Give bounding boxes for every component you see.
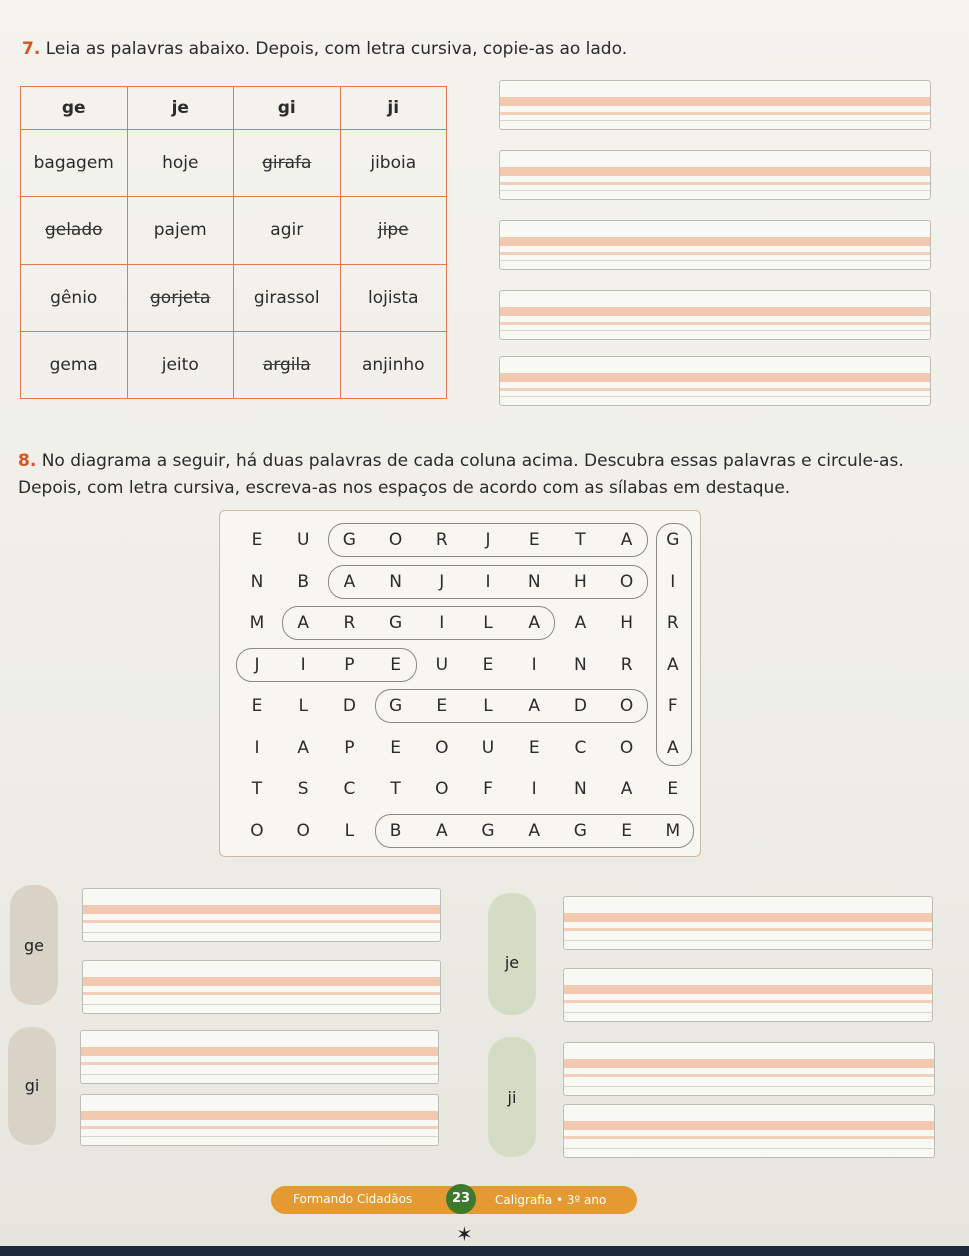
table-header-row (21, 87, 447, 130)
grid-letter[interactable]: L (483, 613, 493, 633)
writing-box-ji-1[interactable] (563, 1042, 935, 1096)
grid-letter[interactable]: O (435, 779, 449, 799)
grid-letter[interactable]: E (251, 696, 263, 716)
grid-letter[interactable]: R (666, 613, 679, 633)
grid-letter[interactable]: R (620, 654, 633, 675)
grid-letter[interactable]: R (435, 530, 448, 550)
bottom-edge (0, 1246, 969, 1256)
table-row (21, 264, 447, 331)
grid-letter[interactable]: P (344, 737, 355, 758)
grid-letter[interactable]: I (531, 654, 537, 675)
table-cell: gema (21, 331, 128, 398)
word-circle (282, 606, 555, 640)
grid-letter[interactable]: N (389, 571, 402, 592)
grid-letter[interactable]: H (620, 613, 633, 633)
grid-letter[interactable]: U (481, 737, 495, 758)
table-cell: girafa (234, 130, 341, 197)
grid-letter[interactable]: N (574, 654, 587, 675)
grid-letter[interactable]: T (575, 530, 586, 550)
grid-letter[interactable]: I (531, 779, 537, 799)
table-header: je (127, 87, 234, 130)
grid-letter[interactable]: O (250, 820, 264, 841)
grid-letter[interactable]: C (343, 779, 356, 799)
grid-letter[interactable]: E (667, 779, 679, 799)
syllable-table (20, 86, 447, 399)
question-8-line1 (18, 448, 904, 474)
grid-letter[interactable]: N (574, 779, 587, 799)
tab-ji (488, 1037, 536, 1157)
grid-letter[interactable]: F (483, 779, 493, 799)
grid-letter[interactable]: H (573, 571, 587, 592)
table-cell: gelado (21, 197, 128, 264)
writing-box-ji-2[interactable] (563, 1104, 935, 1158)
tab-ge-label: ge (24, 936, 44, 955)
grid-letter[interactable]: L (298, 696, 308, 716)
grid-letter[interactable]: E (436, 696, 448, 716)
table-cell: gênio (21, 264, 128, 331)
table-header: ji (340, 87, 447, 130)
grid-letter[interactable]: O (296, 820, 310, 841)
grid-letter[interactable]: E (621, 820, 632, 841)
writing-box[interactable] (499, 356, 931, 406)
writing-box[interactable] (499, 290, 931, 340)
writing-box-ge-2[interactable] (82, 960, 441, 1014)
table-cell: gorjeta (127, 264, 234, 331)
table-cell: girassol (234, 264, 341, 331)
grid-letter[interactable]: A (435, 820, 448, 841)
grid-letter[interactable]: G (389, 696, 403, 716)
table-cell: jipe (340, 197, 447, 264)
tab-ge (10, 885, 58, 1005)
grid-letter[interactable]: A (528, 696, 540, 716)
grid-letter[interactable]: B (389, 820, 402, 841)
footer-right: Caligrafia • 3º ano (495, 1193, 607, 1207)
table-cell: jiboia (340, 130, 447, 197)
grid-letter[interactable]: J (485, 530, 491, 550)
grid-letter[interactable]: A (666, 737, 679, 758)
grid-letter[interactable]: I (670, 571, 676, 592)
question-8-line2: Depois, com letra cursiva, escreva-as nos espaços de acordo com as sílabas em destaque. (18, 478, 791, 498)
table-cell: argila (234, 331, 341, 398)
grid-letter[interactable]: O (388, 530, 403, 550)
grid-letter[interactable]: F (667, 696, 678, 716)
tab-gi-label: gi (24, 1076, 40, 1095)
grid-letter[interactable]: T (251, 779, 263, 799)
table-cell: jeito (127, 331, 234, 398)
table-header: ge (21, 87, 128, 130)
writing-box-ge-1[interactable] (82, 888, 441, 942)
grid-letter[interactable]: G (481, 820, 495, 841)
question-7-number: 7. (22, 39, 41, 59)
question-8-text: No diagrama a seguir, há duas palavras de cada coluna acima. Descubra essas palavras e circule-as. (41, 451, 904, 471)
page-number-badge: 23 (446, 1184, 476, 1214)
grid-letter[interactable]: M (249, 613, 265, 633)
word-circle (236, 648, 417, 682)
grid-letter[interactable]: E (390, 654, 401, 675)
grid-letter[interactable]: G (389, 613, 403, 633)
table-cell: lojista (340, 264, 447, 331)
footer-left: Formando Cidadãos (293, 1192, 413, 1206)
grid-letter[interactable]: L (483, 696, 493, 716)
grid-letter[interactable]: A (574, 613, 587, 633)
tab-je (488, 893, 536, 1015)
grid-letter[interactable]: A (620, 779, 633, 799)
grid-letter[interactable]: L (344, 820, 355, 841)
grid-letter[interactable]: I (300, 654, 306, 675)
tab-je-label: je (504, 953, 520, 972)
table-row (21, 331, 447, 398)
grid-letter[interactable]: G (573, 820, 587, 841)
word-circle (375, 689, 648, 723)
question-8-number: 8. (18, 451, 37, 471)
writing-box-je-2[interactable] (563, 968, 933, 1022)
writing-box[interactable] (499, 80, 931, 130)
grid-letter[interactable]: O (619, 571, 634, 592)
grid-letter[interactable]: I (439, 613, 445, 633)
grid-letter[interactable]: R (343, 613, 356, 633)
table-cell: hoje (127, 130, 234, 197)
grid-letter[interactable]: A (343, 571, 356, 592)
grid-letter[interactable]: I (485, 571, 491, 592)
grid-letter[interactable]: A (528, 613, 540, 633)
grid-letter[interactable]: E (251, 530, 263, 550)
grid-letter[interactable]: D (573, 696, 587, 716)
table-cell: agir (234, 197, 341, 264)
table-cell: pajem (127, 197, 234, 264)
grid-letter[interactable]: E (528, 737, 540, 758)
grid-letter[interactable]: B (297, 571, 310, 592)
table-cell: anjinho (340, 331, 447, 398)
table-cell: bagagem (21, 130, 128, 197)
word-circle (375, 814, 694, 848)
table-row (21, 197, 447, 264)
grid-letter[interactable]: J (254, 654, 260, 675)
word-circle (328, 565, 647, 599)
grid-letter[interactable]: O (619, 737, 634, 758)
grid-letter[interactable]: A (620, 530, 633, 550)
grid-letter[interactable]: C (574, 737, 587, 758)
grid-letter[interactable]: A (528, 820, 540, 841)
grid-letter[interactable]: J (439, 571, 445, 592)
question-7 (22, 36, 627, 62)
grid-letter[interactable]: G (342, 530, 356, 550)
word-circle (656, 523, 692, 766)
grid-letter[interactable]: I (254, 737, 260, 758)
grid-letter[interactable]: E (390, 737, 401, 758)
writing-box[interactable] (499, 150, 931, 200)
grid-letter[interactable]: O (619, 696, 634, 716)
table-row (21, 130, 447, 197)
tab-gi (8, 1027, 56, 1145)
question-7-text: Leia as palavras abaixo. Depois, com letra cursiva, copie-as ao lado. (45, 39, 628, 59)
grid-letter[interactable]: P (344, 654, 355, 675)
grid-letter[interactable]: U (435, 654, 449, 675)
grid-letter[interactable]: E (528, 530, 540, 550)
grid-letter[interactable]: A (297, 737, 309, 758)
grid-letter[interactable]: N (527, 571, 541, 592)
grid-letter[interactable]: T (390, 779, 401, 799)
grid-letter[interactable]: G (666, 530, 680, 550)
grid-letter[interactable]: S (297, 779, 309, 799)
writing-box-gi-2[interactable] (80, 1094, 439, 1146)
word-search-grid (219, 510, 701, 857)
grid-letter[interactable]: D (342, 696, 356, 716)
grid-letter[interactable]: M (665, 820, 681, 841)
word-circle (328, 523, 647, 557)
tab-ji-label: ji (507, 1088, 517, 1107)
grid-letter[interactable]: O (435, 737, 449, 758)
grid-letter[interactable]: N (250, 571, 264, 592)
grid-letter[interactable]: A (297, 613, 309, 633)
writing-box[interactable] (499, 220, 931, 270)
grid-letter[interactable]: A (666, 654, 679, 675)
grid-letter[interactable]: U (296, 530, 310, 550)
writing-box-gi-1[interactable] (80, 1030, 439, 1084)
grid-letter[interactable]: E (482, 654, 494, 675)
table-header: gi (234, 87, 341, 130)
writing-box-je-1[interactable] (563, 896, 933, 950)
pen-mark-icon: ✶ (456, 1222, 473, 1246)
